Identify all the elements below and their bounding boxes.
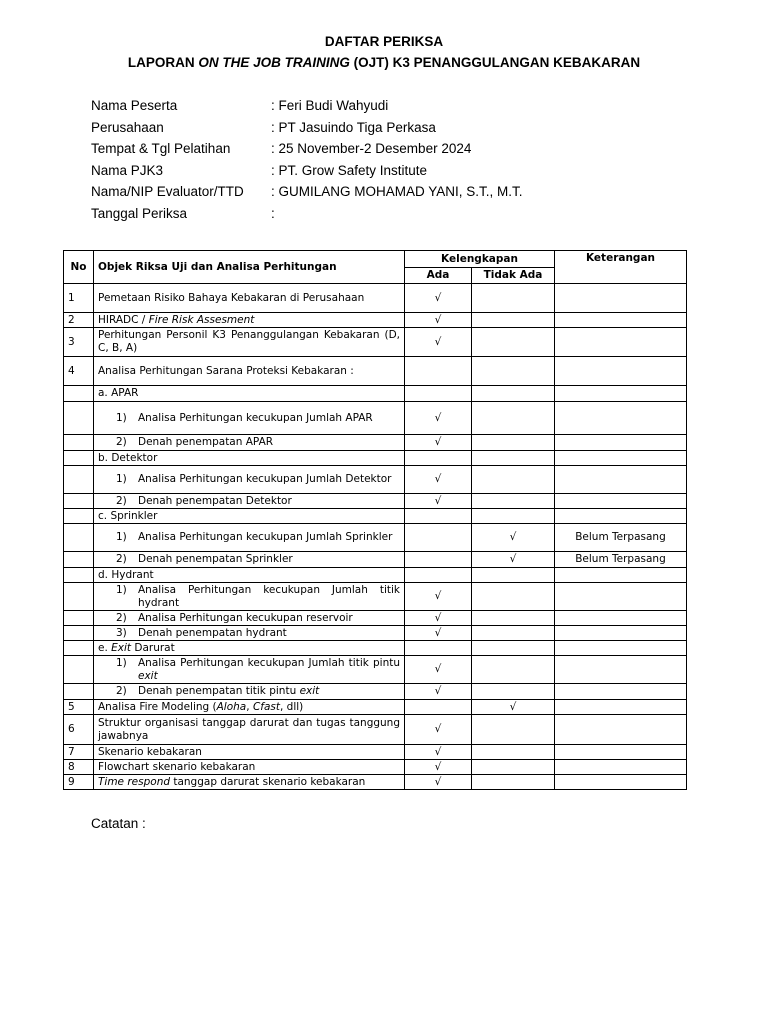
keterangan-text: Belum Terpasang [555,524,687,552]
check-mark-ada: √ [405,715,472,745]
table-row: 5 Analisa Fire Modeling (Aloha, Cfast, dll) √ [64,700,687,715]
header-no: No [64,251,94,284]
checklist-table [63,250,687,790]
table-row: c. Sprinkler [64,509,687,524]
check-mark-ada: √ [405,466,472,494]
check-mark-ada: √ [405,435,472,451]
info-row-perusahaan: Perusahaan : PT Jasuindo Tiga Perkasa [91,119,436,135]
table-row: 2) Denah penempatan titik pintu exit √ [64,684,687,700]
info-row-nama-pjk3: Nama PJK3 : PT. Grow Safety Institute [91,162,428,178]
check-mark-tidak-ada: √ [472,524,555,552]
check-mark-ada: √ [405,611,472,626]
check-mark-ada: √ [405,626,472,641]
check-mark-ada: √ [405,402,472,435]
check-mark-ada: √ [405,284,472,313]
table-row: 6 Struktur organisasi tanggap darurat dan tugas tanggung jawabnya √ [64,715,687,745]
header-tidak-ada: Tidak Ada [472,268,555,284]
check-mark-ada: √ [405,684,472,700]
keterangan-text: Belum Terpasang [555,552,687,568]
table-header-row [64,251,687,268]
check-mark-ada: √ [405,656,472,684]
header-keterangan: Keterangan [555,251,687,284]
participant-info [91,98,523,227]
table-row: 1) Analisa Perhitungan kecukupan Jumlah titik hydrant √ [64,583,687,611]
info-row-nama-peserta: Nama Peserta : Feri Budi Wahyudi [91,98,389,113]
document-title: DAFTAR PERIKSA [324,34,444,49]
check-mark-ada: √ [405,745,472,760]
table-row: 1) Analisa Perhitungan kecukupan Jumlah Sprinkler √ Belum Terpasang [64,524,687,552]
table-row: 1 Pemetaan Risiko Bahaya Kebakaran di Perusahaan √ [64,284,687,313]
table-row: a. APAR [64,386,687,402]
table-row: 1) Analisa Perhitungan kecukupan Jumlah titik pintu exit √ [64,656,687,684]
check-mark-ada: √ [405,583,472,611]
table-row: e. Exit Darurat [64,641,687,656]
table-row: 3) Denah penempatan hydrant √ [64,626,687,641]
table-row: 7 Skenario kebakaran √ [64,745,687,760]
check-mark-ada: √ [405,313,472,328]
info-row-tanggal-periksa: Tanggal Periksa : [91,205,275,221]
check-mark-tidak-ada: √ [472,700,555,715]
table-row: 1) Analisa Perhitungan kecukupan Jumlah APAR √ [64,402,687,435]
table-row: 4 Analisa Perhitungan Sarana Proteksi Kebakaran : [64,357,687,386]
table-row: 2 HIRADC / Fire Risk Assesment √ [64,313,687,328]
table-row: 2) Denah penempatan Detektor √ [64,494,687,509]
table-row: 9 Time respond tanggap darurat skenario kebakaran √ [64,775,687,790]
table-row: 2) Analisa Perhitungan kecukupan reservoir √ [64,611,687,626]
check-mark-ada: √ [405,494,472,509]
table-row: 2) Denah penempatan APAR √ [64,435,687,451]
header-objek: Objek Riksa Uji dan Analisa Perhitungan [94,251,405,284]
document-subtitle: LAPORAN ON THE JOB TRAINING (OJT) K3 PENANGGULANGAN KEBAKARAN [127,55,641,70]
check-mark-tidak-ada: √ [472,552,555,568]
table-row: 8 Flowchart skenario kebakaran √ [64,760,687,775]
header-ada: Ada [405,268,472,284]
info-row-evaluator: Nama/NIP Evaluator/TTD : GUMILANG MOHAMAD YANI, S.T., M.T. [91,184,523,199]
table-row: 2) Denah penempatan Sprinkler √ Belum Terpasang [64,552,687,568]
table-row: d. Hydrant [64,568,687,583]
header-kelengkapan: Kelengkapan [405,251,555,268]
info-row-tempat-tgl: Tempat & Tgl Pelatihan : 25 November-2 Desember 2024 [91,141,472,156]
check-mark-ada: √ [405,328,472,357]
table-row: 3 Perhitungan Personil K3 Penanggulangan Kebakaran (D, C, B, A) √ [64,328,687,357]
table-row: 1) Analisa Perhitungan kecukupan Jumlah Detektor √ [64,466,687,494]
check-mark-ada: √ [405,760,472,775]
catatan-label: Catatan : [91,816,146,831]
table-row: b. Detektor [64,451,687,466]
check-mark-ada: √ [405,775,472,790]
